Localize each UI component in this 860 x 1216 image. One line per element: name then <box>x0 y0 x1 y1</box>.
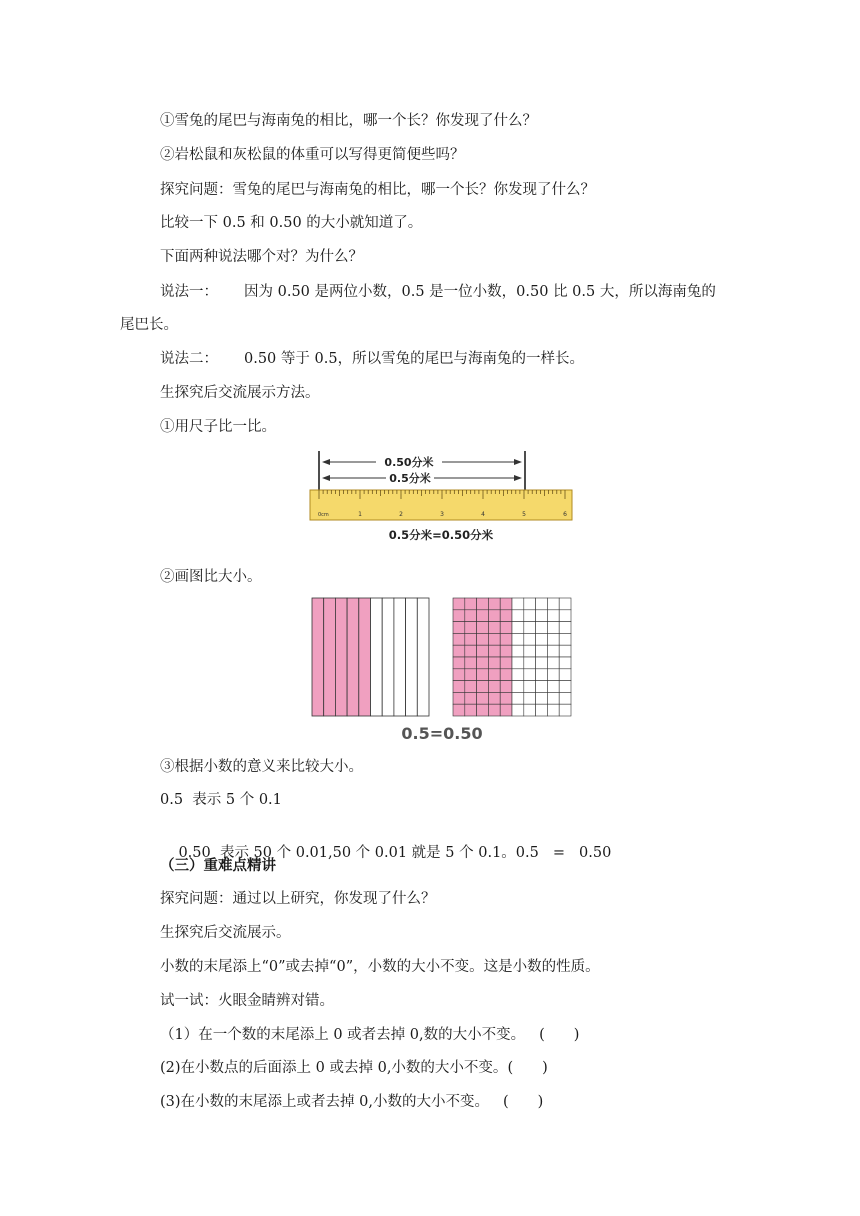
grid-cell <box>488 681 500 693</box>
grid-column <box>335 598 347 716</box>
grid-column <box>324 598 336 716</box>
grid-cell <box>500 633 512 645</box>
meaning-line-2-text: 0.50 表示 50 个 0.01,50 个 0.01 就是 5 个 0.1。0.5 <box>178 845 539 861</box>
grid-cell <box>488 704 500 716</box>
grid-cell <box>547 645 559 657</box>
claim-1 <box>160 282 716 302</box>
grid-cell <box>465 598 477 610</box>
grid-cell <box>453 622 465 634</box>
decimal-property: 小数的末尾添上“0”或去掉“0”，小数的大小不变。这是小数的性质。 <box>160 959 600 975</box>
grid-cell <box>547 704 559 716</box>
ruler-tick-label: 3 <box>440 511 444 518</box>
grid-cell <box>453 692 465 704</box>
try-title: 试一试：火眼金睛辨对错。 <box>160 993 334 1009</box>
grid-cell <box>477 622 489 634</box>
grid-cell <box>524 645 536 657</box>
grid-cell <box>488 622 500 634</box>
judge-item-3 <box>160 1092 543 1112</box>
grid-cell <box>512 598 524 610</box>
claim-1-continued: 尾巴长。 <box>120 317 178 333</box>
grid-cell <box>453 657 465 669</box>
explore-question: 探究问题：雪兔的尾巴与海南兔的相比，哪一个长？你发现了什么？ <box>160 182 595 198</box>
grid-cell <box>465 657 477 669</box>
grid-column <box>347 598 359 716</box>
grid-cell <box>465 692 477 704</box>
grid-cell <box>453 598 465 610</box>
claim-2-label: 说法二： <box>160 351 218 367</box>
grid-cell <box>512 692 524 704</box>
show-results: 生探究后交流展示。 <box>160 925 291 941</box>
ruler-top-label: 0.50分米 <box>384 456 434 469</box>
grid-cell <box>453 704 465 716</box>
ruler-tick-label: 1 <box>358 511 362 518</box>
grid-cell <box>500 681 512 693</box>
grid-cell <box>500 704 512 716</box>
grid-cell <box>477 598 489 610</box>
equals-sign: = <box>552 845 566 861</box>
grid-cell <box>465 681 477 693</box>
grid-cell <box>512 669 524 681</box>
ruler-caption: 0.5分米=0.50分米 <box>388 528 494 542</box>
grid-cell <box>559 681 571 693</box>
grid-cell <box>512 622 524 634</box>
grid-cell <box>465 633 477 645</box>
grid-cell <box>559 645 571 657</box>
grid-cell <box>536 681 548 693</box>
judge-item-3-text: (3)在小数的末尾添上或者去掉 0,小数的大小不变。 <box>160 1094 489 1110</box>
ruler-unit-label: 0cm <box>318 512 329 518</box>
arrow-left-icon <box>322 475 330 481</box>
grid-cell <box>536 657 548 669</box>
grid-cell <box>488 610 500 622</box>
grid-cell <box>488 657 500 669</box>
grid-cell <box>465 610 477 622</box>
grid-cell <box>559 598 571 610</box>
grid-column <box>359 598 371 716</box>
grid-cell <box>500 669 512 681</box>
ruler-tick-label: 5 <box>522 511 526 518</box>
claim-2-text: 0.50 等于 0.5，所以雪兔的尾巴与海南兔的一样长。 <box>244 351 585 367</box>
grid-column <box>382 598 394 716</box>
grid-cell <box>500 645 512 657</box>
left-column-grid <box>312 598 429 716</box>
method-drawing: ②画图比大小。 <box>160 569 262 585</box>
grid-cell <box>536 622 548 634</box>
grid-cell <box>536 598 548 610</box>
grid-cell <box>465 669 477 681</box>
grid-cell <box>524 669 536 681</box>
grid-cell <box>547 633 559 645</box>
grid-cell <box>547 681 559 693</box>
grid-cell <box>500 610 512 622</box>
grid-cell <box>536 645 548 657</box>
right-square-grid <box>453 598 571 716</box>
ruler-figure <box>306 449 576 545</box>
grid-cell <box>524 633 536 645</box>
grid-cell <box>453 669 465 681</box>
arrow-right-icon <box>514 459 522 465</box>
grid-cell <box>453 633 465 645</box>
grid-cell <box>524 704 536 716</box>
grid-cell <box>547 622 559 634</box>
grid-column <box>394 598 406 716</box>
grid-cell <box>465 645 477 657</box>
grid-cell <box>500 598 512 610</box>
grid-cell <box>512 610 524 622</box>
grid-cell <box>488 633 500 645</box>
grid-cell <box>524 657 536 669</box>
grid-cell <box>512 645 524 657</box>
grid-column <box>406 598 418 716</box>
grid-cell <box>524 681 536 693</box>
grid-cell <box>536 610 548 622</box>
grid-cell <box>547 610 559 622</box>
grid-cell <box>512 657 524 669</box>
grid-cell <box>559 704 571 716</box>
grid-cell <box>536 704 548 716</box>
grid-cell <box>453 645 465 657</box>
arrow-right-icon <box>514 475 522 481</box>
answer-blank[interactable]: ( ) <box>539 1027 580 1043</box>
section-title: （三）重难点精讲 <box>160 857 276 874</box>
grid-cell <box>477 645 489 657</box>
grid-cell <box>477 692 489 704</box>
grid-cell <box>559 669 571 681</box>
which-correct: 下面两种说法哪个对？为什么？ <box>160 249 363 265</box>
claim-1-label: 说法一： <box>160 284 218 300</box>
judge-item-2 <box>160 1058 548 1078</box>
grid-cell <box>500 622 512 634</box>
question-2: ②岩松鼠和灰松鼠的体重可以写得更简便些吗？ <box>160 147 465 163</box>
grid-cell <box>559 610 571 622</box>
answer-blank[interactable]: ( ) <box>502 1094 544 1110</box>
grid-cell <box>547 669 559 681</box>
grid-cell <box>488 692 500 704</box>
question-1: ①雪兔的尾巴与海南兔的相比，哪一个长？你发现了什么？ <box>160 113 537 129</box>
grid-cell <box>465 622 477 634</box>
grid-cell <box>559 657 571 669</box>
answer-blank[interactable]: ( ) <box>507 1060 548 1076</box>
method-meaning: ③根据小数的意义来比较大小。 <box>160 759 363 775</box>
grid-cell <box>512 704 524 716</box>
compare-hint: 比较一下 0.5 和 0.50 的大小就知道了。 <box>160 215 423 231</box>
grid-cell <box>559 622 571 634</box>
grid-cell <box>488 598 500 610</box>
grid-cell <box>477 610 489 622</box>
claim-2 <box>160 349 584 369</box>
grid-cell <box>477 681 489 693</box>
grid-cell <box>512 681 524 693</box>
meaning-line-1: 0.5 表示 5 个 0.1 <box>160 792 282 808</box>
grid-cell <box>488 669 500 681</box>
grid-cell <box>547 657 559 669</box>
grid-cell <box>524 622 536 634</box>
claim-1-text: 因为 0.50 是两位小数，0.5 是一位小数，0.50 比 0.5 大，所以海南兔的 <box>244 284 716 300</box>
grid-cell <box>559 692 571 704</box>
grid-cell <box>488 645 500 657</box>
grid-cell <box>547 598 559 610</box>
judge-item-1-text: （1）在一个数的末尾添上 0 或者去掉 0,数的大小不变。 <box>160 1027 526 1043</box>
grid-cell <box>500 692 512 704</box>
grid-cell <box>477 669 489 681</box>
ruler-mid-label: 0.5分米 <box>389 472 431 485</box>
grid-cell <box>477 704 489 716</box>
meaning-line-2-value: 0.50 <box>579 845 612 861</box>
grid-cell <box>536 633 548 645</box>
arrow-left-icon <box>322 459 330 465</box>
ruler-tick-label: 2 <box>399 511 403 518</box>
grid-cell <box>512 633 524 645</box>
grid-cell <box>524 692 536 704</box>
judge-item-2-text: (2)在小数点的后面添上 0 或去掉 0,小数的大小不变。 <box>160 1060 508 1076</box>
grid-cell <box>524 598 536 610</box>
grid-cell <box>547 692 559 704</box>
grid-cell <box>465 704 477 716</box>
grid-cell <box>477 657 489 669</box>
grid-cell <box>536 692 548 704</box>
grid-caption: 0.5=0.50 <box>401 724 483 743</box>
explore-methods: 生探究后交流展示方法。 <box>160 385 320 401</box>
method-ruler: ①用尺子比一比。 <box>160 419 276 435</box>
grid-cell <box>559 633 571 645</box>
grid-column <box>417 598 429 716</box>
grid-column <box>371 598 383 716</box>
explore-finding: 探究问题：通过以上研究，你发现了什么？ <box>160 891 436 907</box>
ruler-tick-label: 6 <box>563 511 567 518</box>
grid-cell <box>524 610 536 622</box>
grid-column <box>312 598 324 716</box>
grid-cell <box>453 610 465 622</box>
grid-cell <box>453 681 465 693</box>
judge-item-1 <box>160 1025 579 1045</box>
grid-cell <box>536 669 548 681</box>
ruler-tick-label: 4 <box>481 511 485 518</box>
grid-cell <box>500 657 512 669</box>
grid-figure <box>310 596 575 744</box>
grid-cell <box>477 633 489 645</box>
